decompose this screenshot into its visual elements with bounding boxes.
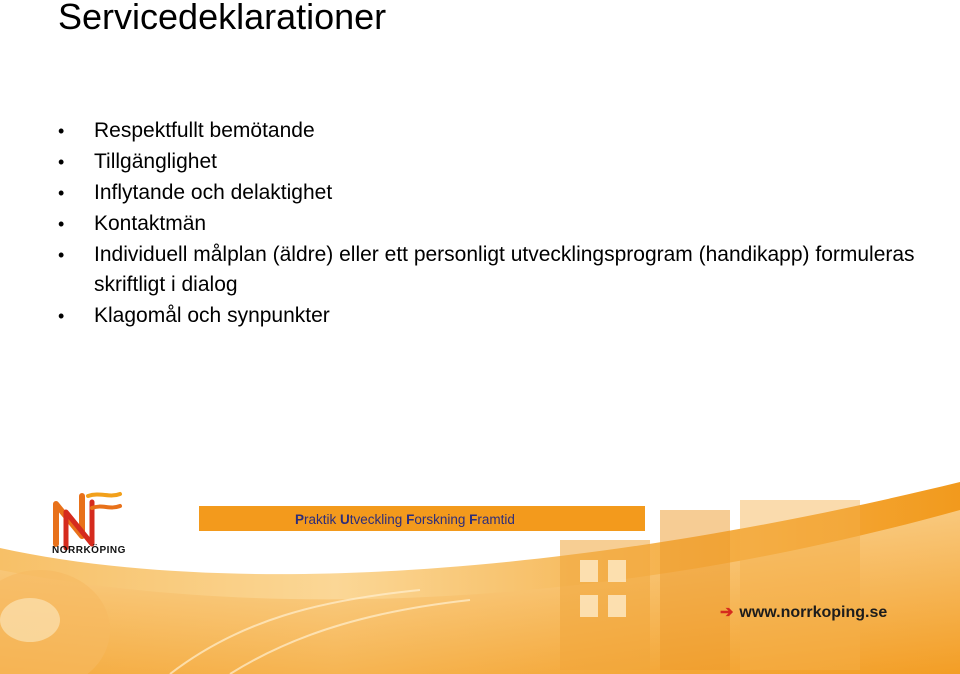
bullet-item [58, 147, 938, 177]
website-url[interactable]: www.norrkoping.se [739, 604, 888, 621]
bullet-text: Tillgänglighet [94, 150, 217, 173]
bullet-item [58, 301, 938, 331]
bullet-icon: • [58, 306, 65, 326]
arrow-right-icon: ➔ [720, 604, 734, 621]
tagline-text [295, 512, 515, 527]
bullet-text: Individuell målplan (äldre) eller ett personligt utvecklingsprogram (handikapp) formuleras skriftligt i dialog [94, 243, 915, 296]
bullet-text: Kontaktmän [94, 212, 207, 235]
tagline-bar [198, 505, 646, 532]
bullet-list [58, 116, 938, 332]
footer-background-graphic [0, 470, 960, 674]
bullet-icon: • [58, 245, 65, 265]
bullet-item [58, 178, 938, 208]
bullet-icon: • [58, 121, 65, 141]
bullet-text: Respektfullt bemötande [94, 119, 315, 142]
bullet-text: Inflytande och delaktighet [94, 181, 333, 204]
footer-artwork [0, 470, 960, 674]
tagline-word: raktik [304, 512, 341, 527]
tagline-word: orskning [414, 512, 470, 527]
website-link[interactable] [720, 602, 887, 622]
tagline-word: ramtid [477, 512, 515, 527]
tagline-initial: F [469, 512, 478, 527]
tagline-word: tveckling [349, 512, 407, 527]
bullet-text: Klagomål och synpunkter [94, 304, 330, 327]
bullet-item [58, 116, 938, 146]
bullet-icon: • [58, 214, 65, 234]
bullet-item [58, 240, 938, 300]
logo-text: NORRKÖPING [52, 545, 126, 556]
tagline-initial: P [295, 512, 305, 527]
bullet-item [58, 209, 938, 239]
bullet-icon: • [58, 183, 65, 203]
tagline-initial: U [340, 512, 350, 527]
slide-title: Servicedeklarationer [58, 0, 387, 37]
tagline-initial: F [406, 512, 415, 527]
bullet-icon: • [58, 152, 65, 172]
